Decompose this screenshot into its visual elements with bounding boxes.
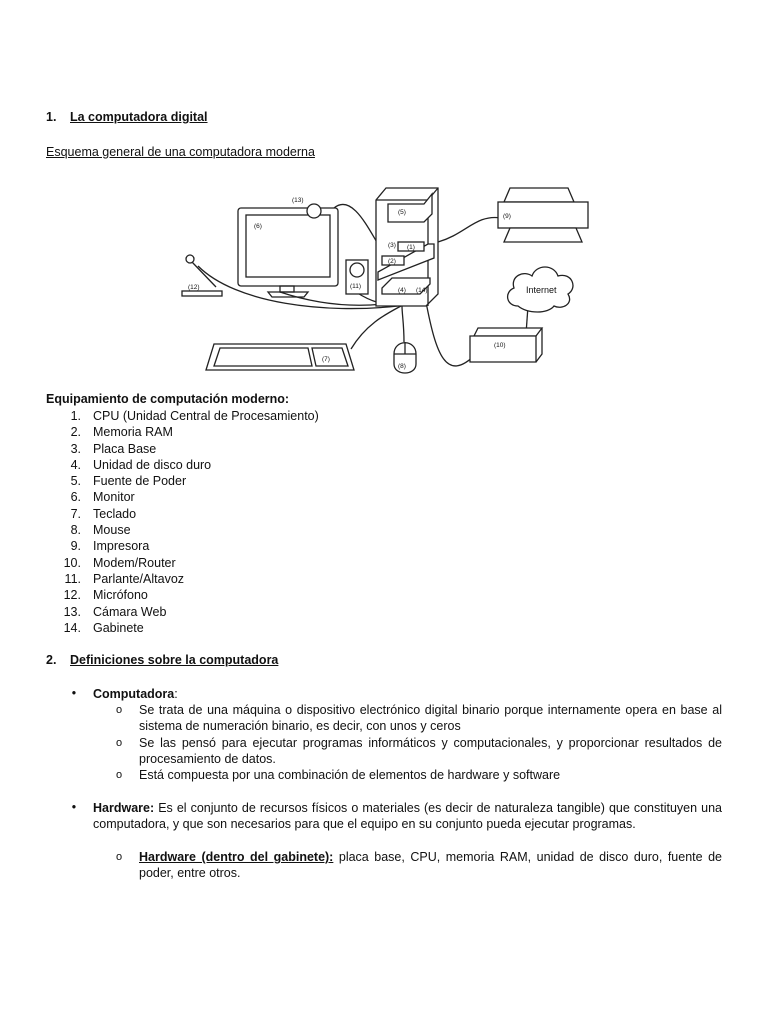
sub-bullet: o [116, 769, 123, 781]
section-1-number: 1. [46, 110, 57, 124]
list-item-text: Micrófono [93, 588, 148, 603]
list-item-text: Unidad de disco duro [93, 457, 212, 472]
list-item-number: 14. [63, 620, 81, 635]
list-item [46, 538, 319, 554]
list-item-text: Memoria RAM [93, 425, 173, 440]
list-item-text: Impresora [93, 539, 150, 554]
computadora-colon: : [174, 687, 178, 701]
list-item-number: 6. [70, 490, 81, 505]
list-item-text: Placa Base [93, 441, 157, 456]
monitor-frame [238, 208, 338, 286]
label-9: (9) [503, 213, 511, 220]
computer-diagram [176, 184, 596, 384]
printer-top [504, 188, 574, 202]
list-item [46, 506, 319, 522]
webcam [307, 204, 321, 218]
hardware-inside-term: Hardware (dentro del gabinete): [139, 850, 334, 864]
computadora-point-3: Está compuesta por una combinación de elementos de hardware y software [139, 768, 561, 782]
list-item-number: 7. [70, 506, 81, 521]
internet-label: Internet [526, 285, 557, 295]
list-item-number: 8. [70, 523, 81, 538]
list-item [46, 473, 319, 489]
label-14: (14) [416, 287, 428, 294]
mouse-cable [402, 306, 404, 342]
list-item [46, 457, 319, 473]
list-item-text: CPU (Unidad Central de Procesamiento) [93, 409, 319, 423]
list-item [46, 571, 319, 587]
list-item-number: 9. [70, 539, 81, 554]
list-item-number: 3. [70, 441, 81, 456]
list-item [46, 604, 319, 620]
list-item-number: 5. [70, 474, 81, 489]
microphone-base [182, 291, 222, 296]
label-1: (1) [407, 244, 415, 251]
router-cable [426, 302, 476, 366]
equipment-list [46, 408, 319, 636]
label-7: (7) [322, 356, 330, 363]
printer-body [498, 202, 588, 228]
hardware-definition: Es el conjunto de recursos físicos o materiales (es decir de naturaleza tangible) que constituyen una computadora, y que son necesarios para que el equipo en su conjunto pueda ejecutar programas. [93, 801, 722, 832]
list-item-text: Teclado [93, 506, 137, 521]
section-2-title: Definiciones sobre la computadora [70, 653, 279, 667]
list-item-number: 4. [70, 457, 81, 472]
printer-tray [504, 228, 582, 242]
list-item [46, 620, 319, 636]
label-11: (11) [350, 283, 362, 290]
list-item-number: 12. [63, 588, 81, 603]
list-item-number: 1. [70, 409, 81, 423]
list-item [46, 441, 319, 457]
list-item-text: Modem/Router [93, 555, 176, 570]
bullet: • [71, 800, 77, 814]
monitor-neck [280, 286, 294, 292]
list-item [46, 408, 319, 424]
keyboard-cable [351, 306, 401, 349]
label-12: (12) [188, 284, 200, 291]
sub-bullet: o [116, 704, 123, 716]
hardware-term: Hardware: [93, 801, 155, 815]
list-item [46, 555, 319, 571]
diagram-subtitle: Esquema general de una computadora moderna [46, 145, 315, 159]
list-item-number: 2. [70, 425, 81, 440]
computadora-point-1: Se trata de una máquina o dispositivo electrónico digital binario porque internamente opera en base al sistema de numeración binario, es decir, con unos y ceros [139, 703, 722, 734]
hardware-inside-paragraph [139, 849, 722, 882]
sub-bullet: o [116, 737, 123, 749]
computadora-term-line [93, 686, 178, 702]
list-item-text: Parlante/Altavoz [93, 571, 185, 586]
label-10: (10) [494, 342, 506, 349]
equipment-title: Equipamiento de computación moderno: [46, 392, 290, 406]
label-5: (5) [398, 209, 406, 216]
label-8: (8) [398, 363, 406, 370]
label-6: (6) [254, 223, 262, 230]
computadora-point-2: Se las pensó para ejecutar programas informáticos y computacionales, y proporcionar resultados de procesamiento de datos. [139, 736, 722, 767]
label-4: (4) [398, 287, 406, 294]
hardware-inside-text: placa base, CPU, memoria RAM, unidad de disco duro, fuente de poder, entre otros. [139, 850, 722, 881]
webcam-cable [334, 204, 378, 244]
router-top [474, 328, 542, 336]
list-item-number: 10. [63, 555, 81, 570]
printer-cable [438, 217, 501, 242]
label-2: (2) [388, 258, 396, 265]
label-3: (3) [388, 242, 396, 249]
label-13: (13) [292, 197, 304, 204]
microphone-head [186, 255, 194, 263]
section-2-number: 2. [46, 653, 57, 667]
section-2-heading [46, 653, 278, 667]
hardware-paragraph [93, 800, 722, 833]
bullet: • [71, 686, 77, 700]
list-item-text: Cámara Web [93, 604, 167, 619]
list-item-text: Monitor [93, 490, 135, 505]
list-item-text: Fuente de Poder [93, 474, 187, 489]
list-item-text: Mouse [93, 523, 131, 538]
sub-bullet: o [116, 851, 123, 863]
list-item-text: Gabinete [93, 620, 144, 635]
list-item [46, 522, 319, 538]
list-item [46, 489, 319, 505]
section-1-heading [46, 110, 208, 124]
list-item-number: 11. [64, 571, 81, 586]
computadora-term: Computadora [93, 687, 175, 701]
list-item [46, 587, 319, 603]
list-item-number: 13. [63, 604, 81, 619]
list-item [46, 424, 319, 440]
section-1-title: La computadora digital [70, 110, 208, 124]
